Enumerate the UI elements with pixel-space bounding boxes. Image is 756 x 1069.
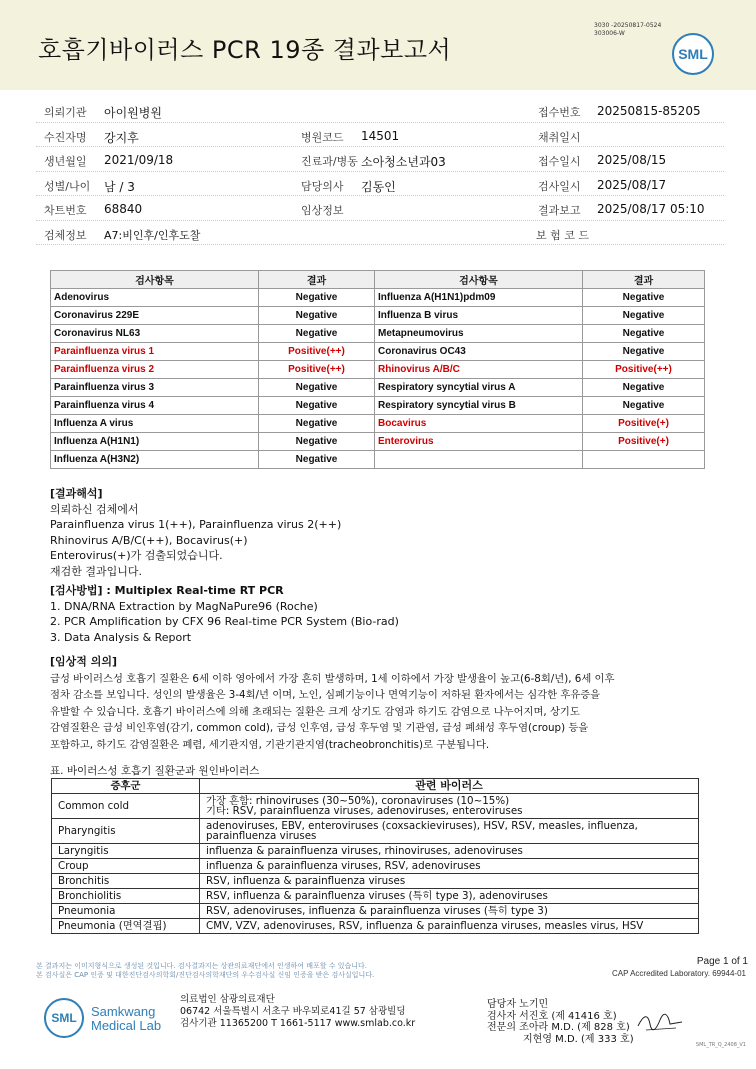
collection-date-label: 채취일시 <box>538 130 581 144</box>
chart-no-value: 68840 <box>104 202 143 216</box>
virus-cell <box>200 819 699 844</box>
test-result: Negative <box>259 397 375 415</box>
hospital-code-label: 병원코드 <box>301 130 344 144</box>
results-row <box>51 433 705 451</box>
virus-line: 기타: RSV, parainfluenza viruses, adenoviruses, enteroviruses <box>206 805 523 817</box>
clinical-line: 유발할 수 있습니다. 호흡기 바이러스에 의해 초래되는 질환은 크게 상기도 감염과 하기도 감염으로 나누어지며, 상기도 <box>50 705 580 718</box>
results-row <box>51 361 705 379</box>
results-header-item: 검사항목 <box>375 271 583 289</box>
syndrome-cell: Croup <box>52 859 200 874</box>
syndrome-cell: Bronchitis <box>52 874 200 889</box>
dept-label: 진료과/병동 <box>301 155 358 168</box>
virus-cell <box>200 844 699 859</box>
address-line: 06742 서울특별시 서초구 바우뫼로41길 57 삼광빌딩 <box>180 1006 406 1017</box>
interpretation-line: Enterovirus(+)가 검출되었습니다. <box>50 549 223 562</box>
syndrome-cell: Laryngitis <box>52 844 200 859</box>
receipt-no-value: 20250815-85205 <box>597 104 701 118</box>
lab-name <box>91 1005 161 1033</box>
test-result: Negative <box>259 451 375 469</box>
test-result: Negative <box>259 433 375 451</box>
test-item: Bocavirus <box>375 415 583 433</box>
virus-cell <box>200 904 699 919</box>
syndrome-cell: Bronchiolitis <box>52 889 200 904</box>
chart-no-label: 차트번호 <box>44 204 87 217</box>
page-number: Page 1 of 1 <box>696 956 748 967</box>
virus-cell <box>200 919 699 934</box>
syndrome-cell: Pneumonia <box>52 904 200 919</box>
interpretation-line: 재검한 결과입니다. <box>50 564 143 578</box>
interpretation-line: Rhinovirus A/B/C(++), Bocavirus(+) <box>50 533 248 547</box>
interpretation-title: [결과해석] <box>50 487 103 500</box>
footer-logo-text: SML <box>51 1011 77 1025</box>
virus-line: RSV, influenza & parainfluenza viruses (특히 type 3), adenoviruses <box>206 889 548 902</box>
virus-header-viruses: 관련 바이러스 <box>200 779 699 794</box>
results-row <box>51 307 705 325</box>
form-code: SML_TR_Q_2408_V1 <box>695 1042 746 1048</box>
test-item: Parainfluenza virus 3 <box>51 379 259 397</box>
results-header-result: 결과 <box>259 271 375 289</box>
clinical-line: 포함하고, 하기도 감염질환은 폐렴, 세기관지염, 기관기관지염(tracheobronchitis)로 구분됩니다. <box>50 738 490 751</box>
virus-row <box>52 794 699 819</box>
virus-line: parainfluenza viruses <box>206 830 317 842</box>
test-item: Metapneumovirus <box>375 325 583 343</box>
address-line: 검사기관 11365200 T 1661-5117 www.smlab.co.kr <box>180 1018 416 1029</box>
virus-row <box>52 859 699 874</box>
virus-row <box>52 919 699 934</box>
report-title: 호흡기바이러스 PCR 19종 결과보고서 <box>38 36 452 64</box>
info-row <box>36 98 724 123</box>
institution-value: 아이원병원 <box>104 106 162 120</box>
staff-line: 담당자 노기민 <box>487 999 549 1010</box>
test-result: Negative <box>583 325 705 343</box>
patient-info <box>36 98 724 245</box>
specimen-value: A7:비인후/인후도찰 <box>104 228 201 242</box>
staff-list <box>487 999 634 1045</box>
hospital-code-value: 14501 <box>361 128 400 143</box>
virus-line: 가장 흔함: rhinoviruses (30~50%), coronaviruses (10~15%) <box>206 794 510 807</box>
disclaimer-line2: 본 검사실은 CAP 인증 및 대한진단검사의학회/진단검사의학재단의 우수검사실 신임 인증을 받은 검사실입니다. <box>36 971 375 979</box>
name-value: 강지후 <box>104 130 139 145</box>
syndrome-cell: Common cold <box>52 794 200 819</box>
test-item: Respiratory syncytial virus B <box>375 397 583 415</box>
clinical-title: [임상적 의의] <box>50 655 118 668</box>
test-date-label: 검사일시 <box>538 179 581 193</box>
test-item: Respiratory syncytial virus A <box>375 379 583 397</box>
name-label: 수진자명 <box>44 130 87 144</box>
clinical-line: 급성 바이러스성 호흡기 질환은 6세 이하 영아에서 가장 흔히 발생하며, 1세 이하에서 가장 발생율이 높고(6-8회/년), 6세 이후 <box>50 672 615 685</box>
receipt-no-label: 접수번호 <box>538 106 581 119</box>
test-result <box>583 451 705 469</box>
lab-address <box>180 994 415 1030</box>
results-row <box>51 397 705 415</box>
report-code <box>594 22 661 38</box>
method-line: 3. Data Analysis & Report <box>50 630 192 644</box>
test-result: Negative <box>259 415 375 433</box>
sml-logo-text: SML <box>678 46 708 62</box>
sex-age-value: 남 / 3 <box>104 179 135 194</box>
test-result: Negative <box>583 343 705 361</box>
lab-name-line1: Samkwang <box>91 1004 156 1019</box>
results-row <box>51 325 705 343</box>
virus-table-caption: 표. 바이러스성 호흡기 질환군과 원인바이러스 <box>50 765 260 777</box>
virus-line: adenoviruses, EBV, enteroviruses (coxsackieviruses), HSV, RSV, measles, influenza, <box>206 819 638 832</box>
results-row <box>51 451 705 469</box>
virus-row <box>52 904 699 919</box>
test-item: Parainfluenza virus 4 <box>51 397 259 415</box>
staff-line: 전문의 조아라 M.D. (제 828 호) <box>487 1022 630 1033</box>
dept-value: 소아청소년과03 <box>361 155 446 169</box>
footer-sml-logo <box>44 998 84 1038</box>
virus-line: CMV, VZV, adenoviruses, RSV, influenza & parainfluenza viruses, measles virus, HSV <box>206 919 644 932</box>
test-item: Coronavirus 229E <box>51 307 259 325</box>
report-code-line2: 303006-W <box>594 30 625 37</box>
doctor-value: 김동인 <box>361 179 396 194</box>
virus-cell <box>200 794 699 819</box>
institution-label: 의뢰기관 <box>44 106 87 119</box>
method-line: 1. DNA/RNA Extraction by MagNaPure96 (Roche) <box>50 599 318 613</box>
doctor-label: 담당의사 <box>301 179 344 193</box>
test-item: Coronavirus OC43 <box>375 343 583 361</box>
virus-line: influenza & parainfluenza viruses, rhinoviruses, adenoviruses <box>206 844 523 857</box>
virus-row <box>52 874 699 889</box>
report-date-value: 2025/08/17 05:10 <box>597 202 705 216</box>
results-row <box>51 343 705 361</box>
interpretation-line: Parainfluenza virus 1(++), Parainfluenza virus 2(++) <box>50 518 342 531</box>
syndrome-cell: Pharyngitis <box>52 819 200 844</box>
staff-line: 검사자 서진호 (제 41416 호) <box>487 1010 617 1022</box>
virus-line: RSV, influenza & parainfluenza viruses <box>206 874 406 887</box>
results-table <box>50 270 705 469</box>
clinical-section <box>50 654 690 753</box>
test-item: Influenza A virus <box>51 415 259 433</box>
method-line: 2. PCR Amplification by CFX 96 Real-time PCR System (Bio-rad) <box>50 615 399 628</box>
specimen-label: 검체정보 <box>44 228 87 242</box>
virus-header-syndrome: 증후군 <box>52 779 200 794</box>
signature-image <box>636 1010 684 1034</box>
test-result: Negative <box>259 325 375 343</box>
clinical-line: 감염질환은 급성 비인후염(감기, common cold), 급성 인후염, 급성 후두염 및 기관염, 급성 폐쇄성 후두염(croup) 등을 <box>50 722 589 734</box>
test-result: Negative <box>259 307 375 325</box>
virus-line: RSV, adenoviruses, influenza & parainfluenza viruses (특히 type 3) <box>206 904 548 917</box>
receipt-date-value: 2025/08/15 <box>597 153 667 167</box>
method-title: [검사방법] : Multiplex Real-time RT PCR <box>50 584 284 597</box>
results-header-row <box>51 271 705 289</box>
test-item: Enterovirus <box>375 433 583 451</box>
cap-accreditation: CAP Accredited Laboratory. 69944-01 <box>611 969 746 978</box>
test-result: Negative <box>259 289 375 307</box>
report-date-label: 결과보고 <box>538 204 581 217</box>
test-result: Positive(++) <box>259 343 375 361</box>
test-item: Influenza A(H1N1) <box>51 433 259 451</box>
birth-value: 2021/09/18 <box>104 153 174 167</box>
address-line: 의료법인 삼광의료재단 <box>180 994 275 1005</box>
test-result: Positive(++) <box>583 361 705 379</box>
report-code-line1: 3030 -20250817-0524 <box>594 22 662 29</box>
interpretation-line: 의뢰하신 검체에서 <box>50 502 139 516</box>
virus-row <box>52 844 699 859</box>
test-item <box>375 451 583 469</box>
test-result: Negative <box>259 379 375 397</box>
info-row <box>36 196 724 221</box>
test-result: Positive(++) <box>259 361 375 379</box>
virus-table <box>51 778 699 934</box>
disclaimer-line1: 본 결과지는 이미지형식으로 생성된 것입니다. 검사결과지는 상관의료재단에서 인생하여 배포할 수 있습니다. <box>36 962 367 970</box>
test-date-value: 2025/08/17 <box>597 177 667 192</box>
test-item: Coronavirus NL63 <box>51 325 259 343</box>
results-header-item: 검사항목 <box>51 271 259 289</box>
test-item: Rhinovirus A/B/C <box>375 361 583 379</box>
sml-logo <box>672 33 714 75</box>
info-row <box>36 172 724 197</box>
lab-name-line2: Medical Lab <box>91 1018 162 1033</box>
virus-row <box>52 819 699 844</box>
test-result: Negative <box>583 397 705 415</box>
info-row <box>36 123 724 148</box>
test-item: Influenza B virus <box>375 307 583 325</box>
virus-header-row <box>52 779 699 794</box>
test-result: Positive(+) <box>583 415 705 433</box>
results-row <box>51 415 705 433</box>
test-result: Negative <box>583 289 705 307</box>
clinical-line: 점차 감소를 보입니다. 성인의 발생율은 3-4회/년 이며, 노인, 심폐기능이나 면역기능이 저하된 환자에서는 심각한 후유증을 <box>50 689 601 701</box>
syndrome-cell: Pneumonia (면역결핍) <box>52 919 200 934</box>
test-item: Influenza A(H3N2) <box>51 451 259 469</box>
test-item: Adenovirus <box>51 289 259 307</box>
insurance-label: 보 험 코 드 <box>536 228 589 242</box>
info-row <box>36 221 724 246</box>
report-header <box>0 0 756 90</box>
results-row <box>51 379 705 397</box>
virus-row <box>52 889 699 904</box>
clinical-info-label: 임상정보 <box>301 204 344 217</box>
test-result: Positive(+) <box>583 433 705 451</box>
test-result: Negative <box>583 379 705 397</box>
results-header-result: 결과 <box>583 271 705 289</box>
results-row <box>51 289 705 307</box>
sex-age-label: 성별/나이 <box>44 179 91 193</box>
test-item: Influenza A(H1N1)pdm09 <box>375 289 583 307</box>
test-result: Negative <box>583 307 705 325</box>
birth-label: 생년월일 <box>44 155 87 168</box>
receipt-date-label: 접수일시 <box>538 155 581 168</box>
virus-cell <box>200 874 699 889</box>
test-item: Parainfluenza virus 1 <box>51 343 259 361</box>
test-item: Parainfluenza virus 2 <box>51 361 259 379</box>
staff-line: 지현영 M.D. (제 333 호) <box>523 1033 634 1045</box>
virus-cell <box>200 889 699 904</box>
info-row <box>36 147 724 172</box>
virus-line: influenza & parainfluenza viruses, RSV, adenoviruses <box>206 859 481 872</box>
interpretation-section <box>50 486 720 645</box>
virus-cell <box>200 859 699 874</box>
